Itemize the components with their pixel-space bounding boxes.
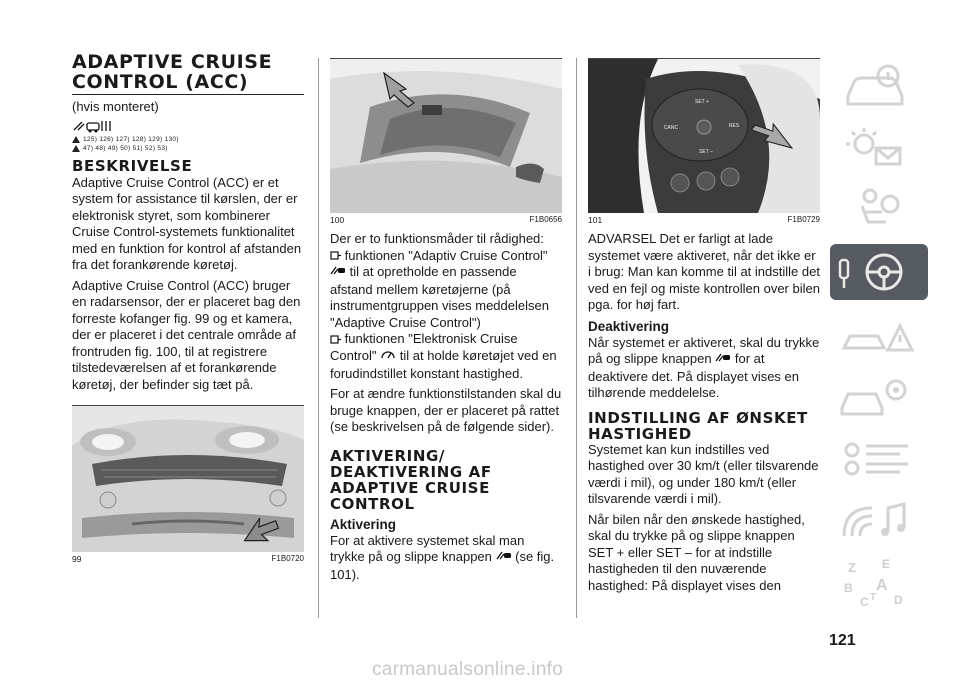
paragraph: Adaptive Cruise Control (ACC) er et system for assistance til kørslen, der er elektronisk styret, som kombinerer Cruise Control-systemets funktionalitet med en funktion for kontrol af afstanden fra det forankørende køretøj. (72, 174, 302, 272)
column-3 (588, 52, 820, 594)
index-letter: A (876, 577, 888, 594)
paragraph: For at ændre funktionstilstanden skal du bruge knappen, der er placeret på rattet (se beskrivelsen på de følgende sider). (330, 386, 562, 435)
index-tab-safety[interactable] (830, 182, 928, 238)
wheel-label-set-minus: SET – (699, 149, 713, 155)
bullet-square-icon (330, 248, 341, 265)
index-letter: D (894, 593, 903, 607)
car-gear-icon (830, 368, 928, 424)
column-divider (576, 58, 577, 618)
column-1 (72, 52, 304, 564)
acc-button-icon (330, 264, 346, 282)
index-tab-technical-data[interactable] (830, 430, 928, 486)
gears-list-icon (830, 430, 928, 486)
index-letter: C (860, 595, 869, 609)
figure-99-bumper-image (72, 405, 304, 552)
index-letter: B (844, 581, 853, 595)
bullet-item: funktionen "Elektronisk Cruise Control" til at holde køretøjet ved en forudindstillet konstant hastighed. (330, 331, 557, 381)
figure-101-steering-wheel-image (588, 58, 820, 213)
index-letter: T (870, 592, 877, 603)
section-heading-indstilling: INDSTILLING AF ØNSKET HASTIGHED (588, 408, 808, 443)
alphabet-icon (830, 554, 928, 610)
index-tab-alphabetical-index[interactable] (830, 554, 928, 610)
acc-button-icon (496, 549, 512, 567)
paragraph: Der er to funktionsmåder til rådighed: (330, 231, 544, 246)
wheel-label-set-plus: SET + (695, 99, 709, 105)
wheel-label-res: RES (728, 123, 740, 129)
index-tab-warning-lights[interactable] (830, 120, 928, 176)
column-2 (330, 52, 562, 583)
warning-triangle-icon (72, 136, 80, 143)
section-title-line2: CONTROL (ACC) (72, 71, 249, 93)
title-rule (72, 94, 304, 95)
section-title-line1: ADAPTIVE CRUISE (72, 51, 273, 73)
index-letter: Z (848, 560, 856, 575)
figure-caption: 100 F1B0656 (330, 215, 562, 225)
subheading-aktivering: Aktivering (330, 516, 397, 532)
signal-music-icon (830, 492, 928, 548)
section-heading-beskrivelse: BESKRIVELSE (72, 156, 193, 175)
index-tab-emergency[interactable] (830, 306, 928, 362)
index-tab-multimedia[interactable] (830, 492, 928, 548)
warning-refs-2: 47) 48) 49) 50) 51) 52) 53) (72, 145, 304, 152)
column-divider (318, 58, 319, 618)
figure-caption: 99 F1B0720 (72, 554, 304, 564)
seat-airbag-icon (830, 182, 928, 238)
section-heading-aktivering: AKTIVERING/ DEAKTIVERING AF ADAPTIVE CRUISE CONTROL (330, 446, 492, 513)
car-info-icon (830, 58, 928, 114)
light-envelope-icon (830, 120, 928, 176)
wheel-label-canc: CANC (663, 125, 679, 131)
acc-symbol-icon (72, 118, 304, 134)
watermark: carmanualsonline.info (372, 659, 564, 680)
paragraph: Når systemet er aktiveret, skal du trykke på og slippe knappen for at deaktivere det. På displayet vises en tilhørende meddelelse. (588, 334, 820, 400)
warning-refs-1: 125) 126) 127) 128) 129) 130) (72, 136, 304, 143)
key-steering-wheel-icon (830, 244, 928, 300)
subheading-deaktivering: Deaktivering (588, 318, 670, 334)
index-letter: E (882, 557, 891, 571)
paragraph: For at aktivere systemet skal man trykke på og slippe knappen (se fig. 101). (330, 532, 555, 582)
bullet-square-icon (330, 332, 341, 349)
paragraph: Systemet kan kun indstilles ved hastighed over 30 km/t (eller tilsvarende værdi i mil), og under 180 km/t (eller tilsvarende værdi i mil). (588, 441, 819, 506)
warning-triangle-icon (72, 145, 80, 152)
paragraph-warning: ADVARSEL Det er farligt at lade systemet være aktiveret, når det ikke er i brug: Man kan komme til at indstille det ved en fejl og miste kontrollen over bilen pga. for høj fart. (588, 231, 820, 312)
index-tab-starting-driving[interactable] (830, 244, 928, 300)
page-number: 121 (829, 632, 856, 649)
car-accident-warning-icon (830, 306, 928, 362)
figure-caption: 101 F1B0729 (588, 215, 820, 225)
figure-100-windshield-image (330, 58, 562, 213)
acc-button-icon (715, 351, 731, 369)
index-tab-maintenance[interactable] (830, 368, 928, 424)
bullet-item: funktionen "Adaptiv Cruise Control" til at opretholde en passende afstand mellem køretøjerne (på instrumentgruppen vises meddelelsen "Adaptive Cruise Control") (330, 247, 549, 330)
index-tab-dashboard[interactable] (830, 58, 928, 114)
paragraph: Adaptive Cruise Control (ACC) bruger en radarsensor, der er placeret bag den forreste kofanger fig. 99 og et kamera, der er placeret i det centrale område af frontruden fig. 100, til at registrere tilstedeværelsen af et forankørende køretøj, der befinder sig tæt på. (72, 277, 301, 392)
subtitle: (hvis monteret) (72, 99, 159, 114)
cruise-control-icon (380, 348, 396, 366)
paragraph: Når bilen når den ønskede hastighed, skal du trykke på og slippe knappen SET + eller SET – for at indstille hastigheden til den nuværende hastighed: På displayet vises den (588, 511, 805, 593)
